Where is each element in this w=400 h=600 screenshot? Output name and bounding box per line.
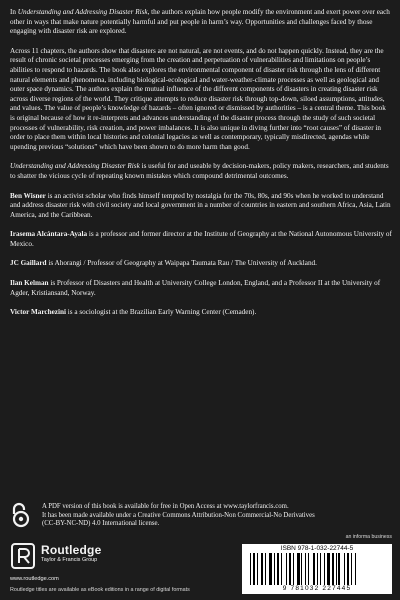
routledge-logo-icon — [10, 542, 36, 570]
author-bio-text: is Professor of Disasters and Health at University College London, England, and a Professor II at the University of Agder, Kristiansand, Norway. — [10, 279, 381, 297]
barcode-bars — [250, 553, 384, 585]
author-bio-text: is a sociologist at the Brazilian Early Warning Center (Cemaden). — [65, 308, 257, 317]
isbn: ISBN 978-1-032-22744-5 — [280, 545, 354, 552]
blurb — [10, 8, 392, 328]
informa-tagline: an informa business — [345, 534, 392, 540]
author-name: Victor Marchezini — [10, 308, 66, 317]
oa-line: A PDF version of this book is available for free in Open Access at www.taylorfrancis.com. — [42, 503, 289, 510]
author-bio-text: is Ahorangi / Professor of Geography at Waipapa Taumata Rau / The University of Auckland. — [46, 259, 317, 268]
intro-book-title: Understanding and Addressing Disaster Risk — [17, 8, 148, 16]
publisher-name: Routledge — [41, 543, 102, 557]
cover-footer — [10, 534, 392, 594]
open-access-text — [42, 502, 315, 529]
ebook-disclaimer: Routledge titles are available as eBook editions in a range of digital formats — [10, 587, 190, 593]
author-bio — [10, 259, 392, 269]
oa-line: (CC-BY-NC-ND) 4.0 International license. — [42, 520, 160, 528]
author-bio — [10, 230, 392, 249]
author-name: Ben Wisner — [10, 191, 46, 200]
author-bio-text: is an activist scholar who finds himself tempted by nostalgia for the 70s, 80s, and 90s when he worked to understand and address disaster risk with civil society and local government in a number of countries in eastern and southern Africa, Asia, Latin America, and the Caribbean. — [10, 191, 391, 219]
audience-paragraph — [10, 162, 392, 181]
chapters-paragraph: Across 11 chapters, the authors show that disasters are not natural, are not events, and do not happen quickly. Instead, they are the result of chronic societal processes emerging from the creation and perpetuation of vulnerabilities and limitations on people’s abilities to respond to hazards. The book also explores the environmental component of disaster risk through the lens of different natural elements and phenomena, including biological-ecological and water-weather-climate processes as well as geological and outer space dynamics. The authors explain the mutual influence of the different components of disasters in creating disaster risk across diverse regions of the world. They critique attempts to reduce disaster risk through top-down, siloed assumptions, attitudes, and values. The value of people’s knowledge of hazards – often ignored or dismissed by authorities – is a central theme. This book is original because of how it re-interprets and advances understanding of the disaster process through the study of such societal processes of vulnerability, risk creation, and power imbalances. It is also unique in diving further into “root causes” of disaster in order to place them within local histories and colonial legacies as well as contemporary, typically misdirected, agendas while upending previous “solutions” which have been shown to do more harm than good. — [10, 46, 386, 151]
author-name: Irasema Alcántara-Ayala — [10, 230, 88, 239]
oa-line: It has been made available under a Creative Commons Attribution-Non Commercial-No Derivatives — [42, 511, 315, 519]
audience-book-title: Understanding and Addressing Disaster Risk — [10, 162, 140, 171]
author-name: Ilan Kelman — [10, 279, 49, 288]
intro-pre: In — [10, 8, 18, 16]
open-access-icon — [10, 502, 32, 528]
publisher-group: Taylor & Francis Group — [41, 557, 98, 563]
open-access-notice — [10, 502, 392, 532]
barcode-digits: 9 781032 227445 — [282, 585, 352, 592]
audience-text: is useful for and useable by decision-makers, policy makers, researchers, and students to shatter the vicious cycle of repeating known mistakes which compound detrimental outcomes. — [10, 162, 389, 180]
intro-paragraph — [10, 8, 392, 37]
author-bio-text: is a professor and former director at the Institute of Geography at the National Autonomous University of Mexico. — [10, 230, 392, 248]
barcode — [242, 544, 392, 594]
author-bio — [10, 192, 392, 221]
author-bio — [10, 279, 392, 298]
intro-post: , the authors explain how people modify the environment and exert power over each other in ways that make nature potentially harmful and put people in harm’s way. Opportunities and challenges faced by those engaging with disaster risk are explored. — [10, 8, 390, 36]
author-bio — [10, 308, 392, 318]
publisher-url[interactable]: www.routledge.com — [10, 576, 59, 582]
author-name: JC Gaillard — [10, 259, 47, 268]
publisher-logo — [10, 542, 120, 578]
